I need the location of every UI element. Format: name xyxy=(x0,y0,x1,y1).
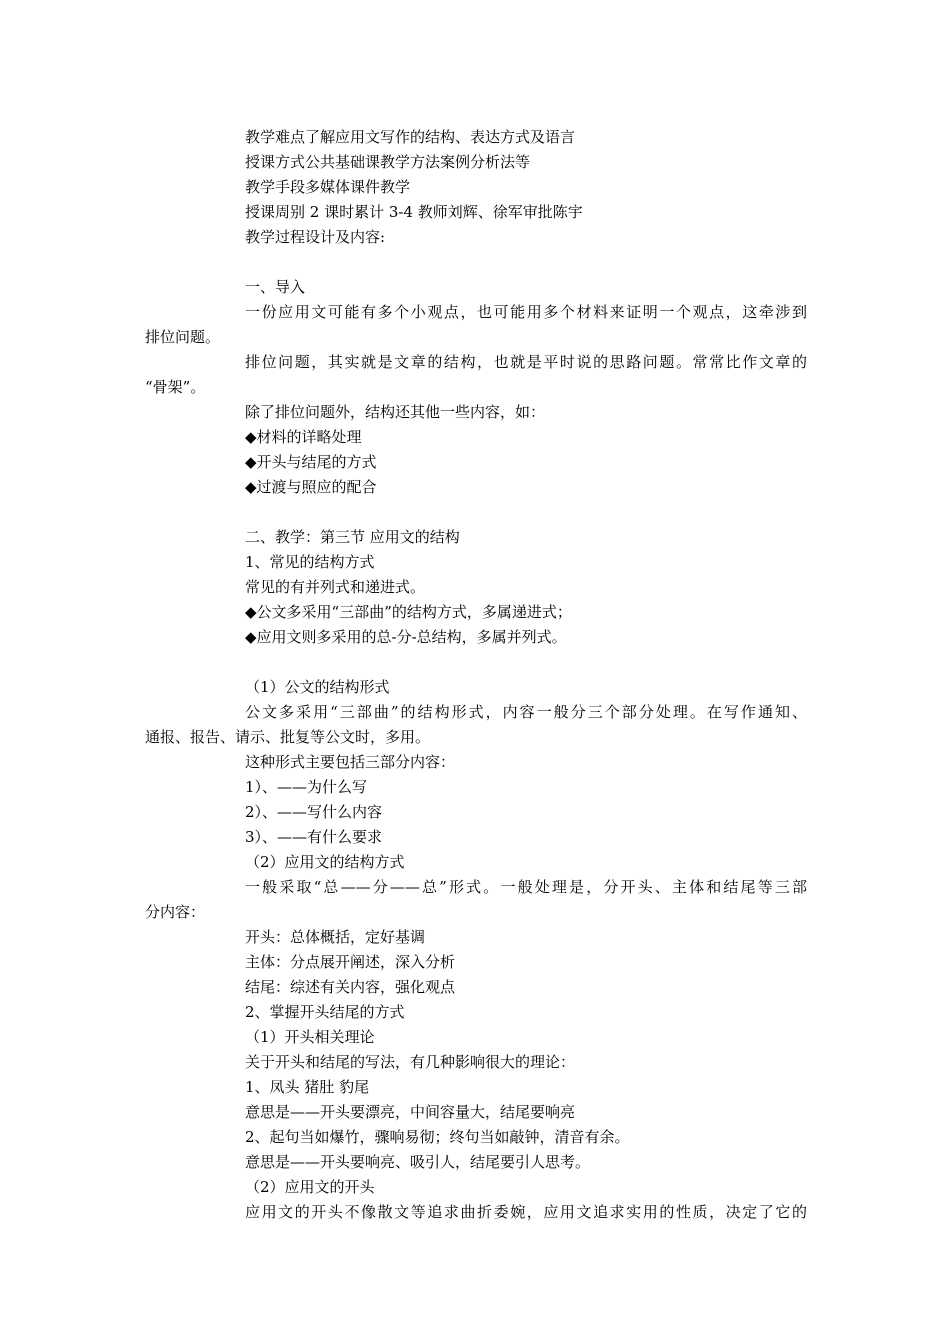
section-heading-teaching: 二、教学：第三节 应用文的结构 xyxy=(245,528,460,546)
paragraph-line: 一般采取“总——分——总”形式。一般处理是，分开头、主体和结尾等三部 xyxy=(245,878,807,896)
bullet-item: ◆公文多采用“三部曲”的结构方式，多属递进式； xyxy=(245,603,572,621)
paragraph-line-continuation: “骨架”。 xyxy=(145,378,206,396)
paragraph-line: 主体：分点展开阐述，深入分析 xyxy=(245,953,456,971)
paragraph-line-continuation: 通报、报告、请示、批复等公文时，多用。 xyxy=(145,728,431,746)
paragraph-line: 一份应用文可能有多个小观点，也可能用多个材料来证明一个观点，这牵涉到 xyxy=(245,303,807,321)
bullet-item: ◆材料的详略处理 xyxy=(245,428,362,446)
paragraph-line: 除了排位问题外，结构还其他一些内容，如： xyxy=(245,403,546,421)
subheading: 2、掌握开头结尾的方式 xyxy=(245,1003,405,1021)
subheading: （1）开头相关理论 xyxy=(245,1028,375,1046)
text-line-schedule: 授课周别 2 课时累计 3-4 教师刘辉、徐军审批陈宇 xyxy=(245,203,583,221)
list-item: 1、凤头 猪肚 豹尾 xyxy=(245,1078,370,1096)
list-item: 2、起句当如爆竹，骤响易彻；终句当如敲钟，清音有余。 xyxy=(245,1128,630,1146)
bullet-item: ◆应用文则多采用的总-分-总结构，多属并列式。 xyxy=(245,628,567,646)
paragraph-line: 常见的有并列式和递进式。 xyxy=(245,578,426,596)
paragraph-line: 公文多采用“三部曲”的结构形式，内容一般分三个部分处理。在写作通知、 xyxy=(245,703,807,721)
paragraph-line-continuation: 分内容： xyxy=(145,903,206,921)
paragraph-line: 开头：总体概括，定好基调 xyxy=(245,928,426,946)
list-item: 2）、——写什么内容 xyxy=(245,803,383,821)
paragraph-line: 意思是——开头要响亮、吸引人，结尾要引人思考。 xyxy=(245,1153,591,1171)
paragraph-line: 这种形式主要包括三部分内容： xyxy=(245,753,456,771)
list-item: 3）、——有什么要求 xyxy=(245,828,383,846)
paragraph-line: 应用文的开头不像散文等追求曲折委婉，应用文追求实用的性质，决定了它的 xyxy=(245,1203,807,1221)
subheading: （1）公文的结构形式 xyxy=(245,678,390,696)
subheading: 1、常见的结构方式 xyxy=(245,553,375,571)
text-line-difficulty: 教学难点了解应用文写作的结构、表达方式及语言 xyxy=(245,128,576,146)
list-item: 1）、——为什么写 xyxy=(245,778,368,796)
paragraph-line-continuation: 排位问题。 xyxy=(145,328,221,346)
paragraph-line: 结尾：综述有关内容，强化观点 xyxy=(245,978,456,996)
paragraph-line: 意思是——开头要漂亮，中间容量大，结尾要响亮 xyxy=(245,1103,576,1121)
text-line-teaching-means: 教学手段多媒体课件教学 xyxy=(245,178,411,196)
subheading: （2）应用文的开头 xyxy=(245,1178,375,1196)
subheading: （2）应用文的结构方式 xyxy=(245,853,405,871)
bullet-item: ◆开头与结尾的方式 xyxy=(245,453,377,471)
paragraph-line: 排位问题，其实就是文章的结构，也就是平时说的思路问题。常常比作文章的 xyxy=(245,353,807,371)
text-line-teaching-method: 授课方式公共基础课教学方法案例分析法等 xyxy=(245,153,531,171)
text-line-process-heading: 教学过程设计及内容: xyxy=(245,228,386,246)
bullet-item: ◆过渡与照应的配合 xyxy=(245,478,377,496)
section-heading-intro: 一、导入 xyxy=(245,278,306,296)
paragraph-line: 关于开头和结尾的写法，有几种影响很大的理论： xyxy=(245,1053,576,1071)
